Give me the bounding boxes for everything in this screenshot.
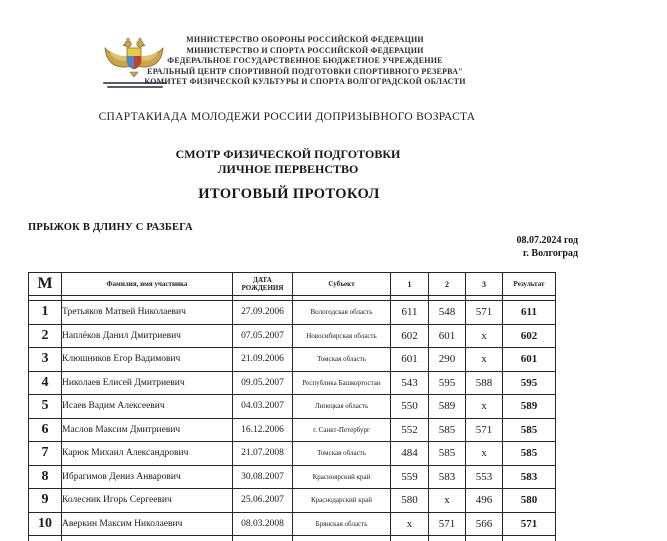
name-cell: Ибрагимов Дениз Анварович — [62, 465, 233, 489]
table-row — [29, 348, 556, 372]
dob-cell: 08.03.2008 — [233, 512, 293, 536]
org-line: ФЕДЕРАЛЬНОЕ ГОСУДАРСТВЕННОЕ БЮДЖЕТНОЕ УЧРЕЖДЕНИЕ — [167, 56, 443, 66]
region-cell: Республика Башкортостан — [293, 371, 391, 395]
review-title-line1: СМОТР ФИЗИЧЕСКОЙ ПОДГОТОВКИ — [175, 147, 401, 161]
attempt1-cell: 484 — [391, 442, 429, 466]
attempt3-cell: 553 — [466, 465, 503, 489]
attempt3-cell: x — [466, 324, 503, 348]
region-cell: Брянская область — [293, 512, 391, 536]
table-row — [29, 371, 556, 395]
attempt3-cell: x — [466, 442, 503, 466]
dob-cell: 27.09.2006 — [233, 301, 293, 325]
org-line: МИНИСТЕРСТВО ОБОРОНЫ РОССИЙСКОЙ ФЕДЕРАЦИИ — [186, 35, 424, 44]
attempt2-cell: 585 — [429, 442, 466, 466]
attempt3-cell: x — [466, 395, 503, 419]
result-cell: 602 — [503, 324, 556, 348]
organisation-header — [60, 35, 550, 88]
header-place: М — [29, 273, 62, 296]
name-cell: Наплёков Данил Дмитриевич — [62, 324, 233, 348]
attempt2-cell: 583 — [429, 465, 466, 489]
attempt2-cell: 585 — [429, 418, 466, 442]
attempt3-cell: 588 — [466, 371, 503, 395]
result-cell: 571 — [503, 512, 556, 536]
region-cell: Краснодарский край — [293, 489, 391, 513]
name-cell: Аверкин Максим Николаевич — [62, 512, 233, 536]
name-cell: Николаев Елисей Дмитриевич — [62, 371, 233, 395]
table-header-row — [29, 273, 556, 296]
result-cell: 589 — [503, 395, 556, 419]
name-cell: Клюшников Егор Вадимович — [62, 348, 233, 372]
result-cell: 580 — [503, 489, 556, 513]
attempt3-cell: 566 — [466, 512, 503, 536]
result-cell: 585 — [503, 418, 556, 442]
table-row — [29, 301, 556, 325]
table-row — [29, 512, 556, 536]
place-cell: 6 — [29, 418, 62, 442]
header-result: Результат — [503, 273, 556, 296]
header-attempt-1: 1 — [391, 273, 429, 296]
table-row — [29, 324, 556, 348]
attempt3-cell: 571 — [466, 301, 503, 325]
review-title-line2: ЛИЧНОЕ ПЕРВЕНСТВО — [217, 161, 359, 176]
result-cell: 583 — [503, 465, 556, 489]
place-cell: 3 — [29, 348, 62, 372]
region-cell: Липецкая область — [293, 395, 391, 419]
region-cell: Томская область — [293, 442, 391, 466]
table-row — [29, 442, 556, 466]
dob-cell: 21.09.2006 — [233, 348, 293, 372]
event-name: ПРЫЖОК В ДЛИНУ С РАЗБЕГА — [28, 222, 193, 233]
name-cell: Колесник Игорь Сергеевич — [62, 489, 233, 513]
review-title — [0, 147, 576, 176]
name-cell: Карюк Михаил Александрович — [62, 442, 233, 466]
attempt2-cell: 548 — [429, 301, 466, 325]
region-cell: Томская область — [293, 348, 391, 372]
place-cell: 2 — [29, 324, 62, 348]
dob-cell: 25.06.2007 — [233, 489, 293, 513]
attempt2-cell: 290 — [429, 348, 466, 372]
attempt2-cell: 595 — [429, 371, 466, 395]
header-dob-line1: ДАТА — [253, 276, 272, 284]
result-cell: 601 — [503, 348, 556, 372]
place-cell: 7 — [29, 442, 62, 466]
place-cell: 5 — [29, 395, 62, 419]
place-cell: 10 — [29, 512, 62, 536]
attempt2-cell: 589 — [429, 395, 466, 419]
date-place-block — [516, 234, 578, 260]
attempt1-cell: 552 — [391, 418, 429, 442]
attempt1-cell: 559 — [391, 465, 429, 489]
attempt1-cell: 602 — [391, 324, 429, 348]
dob-cell: 30.08.2007 — [233, 465, 293, 489]
table-row — [29, 489, 556, 513]
table-row — [29, 465, 556, 489]
header-attempt-3: 3 — [466, 273, 503, 296]
attempt1-cell: 611 — [391, 301, 429, 325]
header-dob — [233, 273, 293, 296]
header-region: Субъект — [293, 273, 391, 296]
header-dob-line2: РОЖДЕНИЯ — [241, 284, 284, 292]
dob-cell: 09.05.2007 — [233, 371, 293, 395]
region-cell: Вологодская область — [293, 301, 391, 325]
place-cell: 8 — [29, 465, 62, 489]
header-name: Фамилия, имя участника — [62, 273, 233, 296]
attempt3-cell: 571 — [466, 418, 503, 442]
attempt3-cell: 496 — [466, 489, 503, 513]
attempt3-cell: x — [466, 348, 503, 372]
name-cell: Маслов Максим Дмитриевич — [62, 418, 233, 442]
dob-cell: 16.12.2006 — [233, 418, 293, 442]
dob-cell: 04.03.2007 — [233, 395, 293, 419]
place-cell: 1 — [29, 301, 62, 325]
place-cell: 4 — [29, 371, 62, 395]
attempt1-cell: 601 — [391, 348, 429, 372]
org-line: ЕРАЛЬНЫЙ ЦЕНТР СПОРТИВНОЙ ПОДГОТОВКИ СПОРТИВНОГО РЕЗЕРВА" — [147, 66, 463, 76]
table-row — [29, 418, 556, 442]
table-row — [29, 395, 556, 419]
header-attempt-2: 2 — [429, 273, 466, 296]
attempt1-cell: 550 — [391, 395, 429, 419]
region-cell: Новосибирская область — [293, 324, 391, 348]
attempt2-cell: x — [429, 489, 466, 513]
attempt1-cell: 543 — [391, 371, 429, 395]
name-cell: Исаев Вадим Алексеевич — [62, 395, 233, 419]
org-line: МИНИСТЕРСТВО И СПОРТА РОССИЙСКОЙ ФЕДЕРАЦИИ — [186, 45, 424, 55]
result-cell: 611 — [503, 301, 556, 325]
dob-cell: 07.05.2007 — [233, 324, 293, 348]
place-cell: 9 — [29, 489, 62, 513]
event-city: г. Волгоград — [522, 248, 578, 259]
dob-cell: 21.07.2008 — [233, 442, 293, 466]
results-table — [28, 272, 556, 541]
region-cell: Красноярский край — [293, 465, 391, 489]
attempt2-cell: 571 — [429, 512, 466, 536]
event-date: 08.07.2024 год — [516, 235, 578, 246]
result-cell: 585 — [503, 442, 556, 466]
clipped-next-row — [29, 536, 556, 541]
attempt2-cell: 601 — [429, 324, 466, 348]
org-line: КОМИТЕТ ФИЗИЧЕСКОЙ КУЛЬТУРЫ И СПОРТА ВОЛГОГРАДСКОЙ ОБЛАСТИ — [144, 77, 466, 87]
attempt1-cell: x — [391, 512, 429, 536]
protocol-title: ИТОГОВЫЙ ПРОТОКОЛ — [198, 186, 380, 202]
result-cell: 595 — [503, 371, 556, 395]
attempt1-cell: 580 — [391, 489, 429, 513]
name-cell: Третьяков Матвей Николаевич — [62, 301, 233, 325]
region-cell: г. Санкт-Петербург — [293, 418, 391, 442]
spartakiada-title: СПАРТАКИАДА МОЛОДЕЖИ РОССИИ ДОПРИЗЫВНОГО ВОЗРАСТА — [98, 111, 476, 123]
